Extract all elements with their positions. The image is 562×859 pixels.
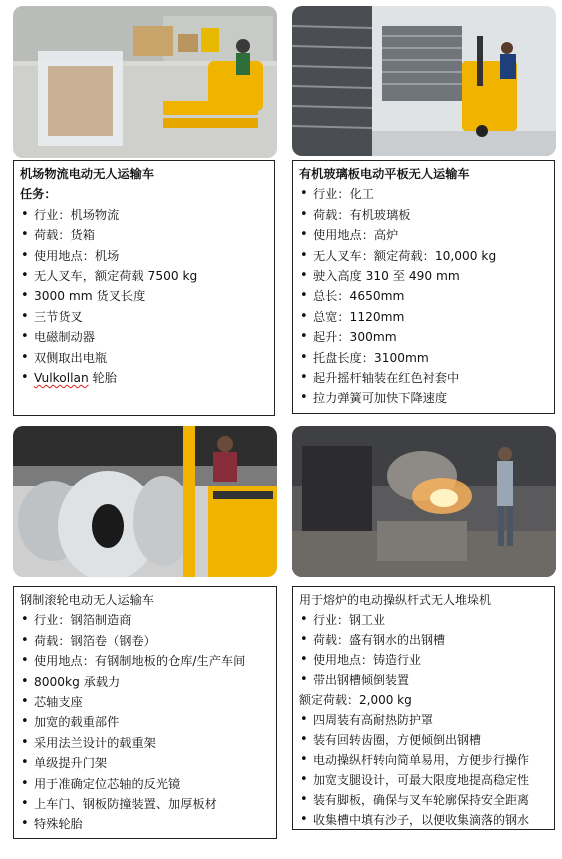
list-item: • 电动操纵杆转向简单易用，方便步行操作 [299, 750, 548, 770]
list-item: • 荷载：钢箔卷（钢卷） [20, 631, 270, 651]
list-item: • 无人叉车，额定荷载 7500 kg [20, 266, 268, 286]
spec-list [299, 610, 548, 690]
list-item: • 荷载：盛有钢水的出钢槽 [299, 630, 548, 650]
photo-plexiglass-flatbed-truck [292, 6, 556, 156]
list-item: • 驶入高度 310 至 490 mm [299, 266, 548, 286]
card-title: 用于熔炉的电动操纵杆式无人堆垛机 [299, 593, 492, 607]
list-item: • 收集槽中填有沙子，以便收集滴落的钢水 [299, 810, 548, 830]
list-item: • 托盘长度：3100mm [299, 348, 548, 368]
list-item: • 双侧取出电瓶 [20, 348, 268, 368]
list-item: • 加宽支腿设计，可最大限度地提高稳定性 [299, 770, 548, 790]
list-item: • 四周装有高耐热防护罩 [299, 710, 548, 730]
spec-list [20, 205, 268, 389]
list-item: • 无人叉车：额定荷载：10,000 kg [299, 246, 548, 266]
list-item: • 总宽：1120mm [299, 307, 548, 327]
list-item: • 行业：机场物流 [20, 205, 268, 225]
card-plexiglass-transport [292, 160, 555, 414]
list-item: • 特殊轮胎 [20, 814, 270, 834]
photo-airport-pallet-truck [13, 6, 277, 158]
list-item: • 行业：钢箔制造商 [20, 610, 270, 630]
list-item: • 8000kg 承载力 [20, 672, 270, 692]
list-item: • 总长：4650mm [299, 286, 548, 306]
spec-list [20, 610, 270, 834]
list-item: • 起升：300mm [299, 327, 548, 347]
card-subtitle: 任务： [20, 187, 57, 202]
card-furnace-stacker [292, 586, 555, 830]
card-title: 有机玻璃板电动平板无人运输车 [299, 167, 470, 181]
list-item: • 带出钢槽倾倒装置 [299, 670, 548, 690]
list-item: • 三节货叉 [20, 307, 268, 327]
list-item: • 电磁制动器 [20, 327, 268, 347]
spec-list [299, 710, 548, 830]
list-item: • 加宽的载重部件 [20, 712, 270, 732]
list-item: • 芯轴支座 [20, 692, 270, 712]
list-item: • 装有脚板，确保与叉车轮廓保持安全距离 [299, 790, 548, 810]
card-title: 机场物流电动无人运输车 [20, 167, 155, 181]
list-item: • 行业：钢工业 [299, 610, 548, 630]
list-item: • 用于准确定位芯轴的反光镜 [20, 774, 270, 794]
list-item: • 装有回转齿圈，方便倾倒出钢槽 [299, 730, 548, 750]
card-title: 钢制滚轮电动无人运输车 [20, 593, 155, 607]
list-item: • 采用法兰设计的载重架 [20, 733, 270, 753]
spec-list [299, 184, 548, 408]
list-item: • 荷载：货箱 [20, 225, 268, 245]
rated-load: 额定荷载：2,000 kg [299, 693, 412, 707]
list-item: • 使用地点：铸造行业 [299, 650, 548, 670]
list-item: • 上车门、钢板防撞装置、加厚板材 [20, 794, 270, 814]
photo-steel-coil-truck [13, 426, 277, 577]
card-steel-coil-transport [13, 586, 277, 839]
list-item: • 3000 mm 货叉长度 [20, 286, 268, 306]
list-item: • 荷载：有机玻璃板 [299, 205, 548, 225]
list-item: • 行业：化工 [299, 184, 548, 204]
list-item: • Vulkollan 轮胎 [20, 368, 268, 388]
list-item: • 使用地点：有钢制地板的仓库/生产车间 [20, 651, 270, 671]
list-item: • 起升摇杆轴装在红色衬套中 [299, 368, 548, 388]
list-item: • 使用地点：机场 [20, 246, 268, 266]
photo-furnace-stacker [292, 426, 556, 577]
card-airport-logistics [13, 160, 275, 416]
list-item: • 拉力弹簧可加快下降速度 [299, 388, 548, 408]
list-item: • 使用地点：高炉 [299, 225, 548, 245]
list-item: • 单级提升门架 [20, 753, 270, 773]
